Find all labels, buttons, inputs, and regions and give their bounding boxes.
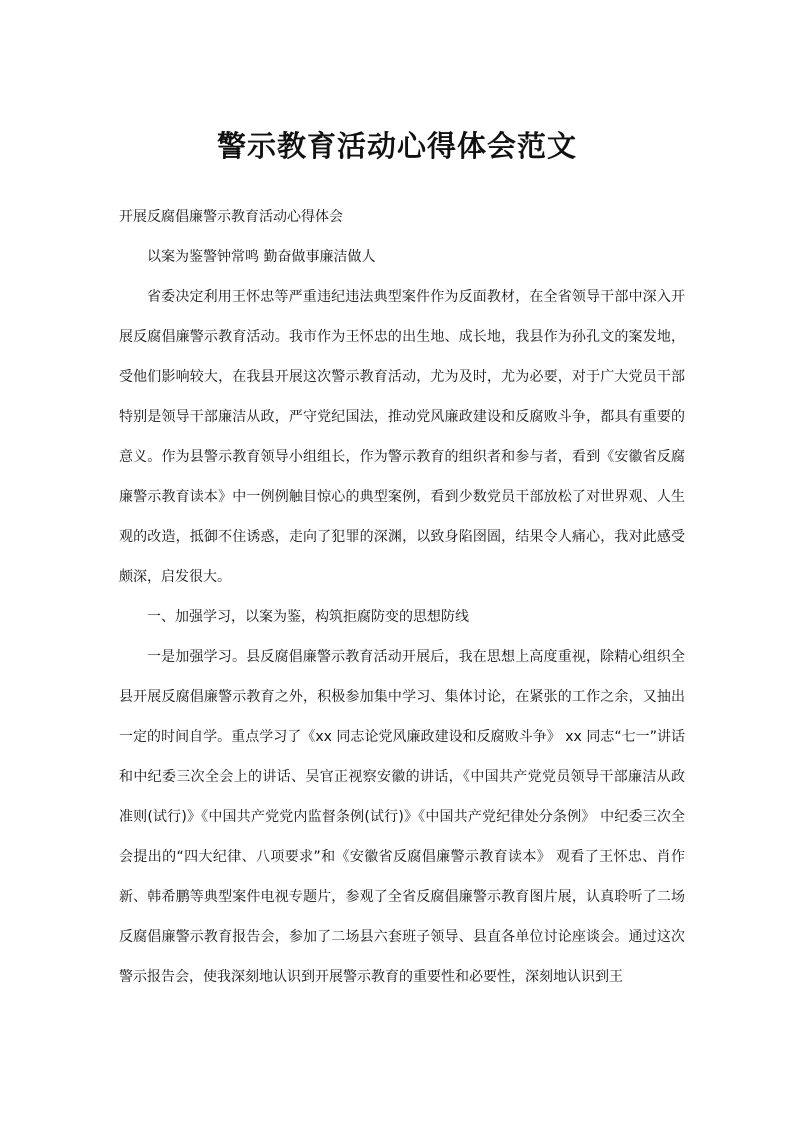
intro-paragraph: 省委决定利用王怀忠等严重违纪违法典型案件作为反面教材，在全省领导干部中深入开展反腐倡廉警示教育活动。我市作为王怀忠的出生地、成长地，我县作为孙孔文的案发地，受他们影响较大，在我县开展这次警示教育活动，尤为及时，尤为必要，对于广大党员干部特别是领导干部廉洁从政，严守党纪国法，推动党风廉政建设和反腐败斗争，都具有重要的意义。作为县警示教育领导小组组长，作为警示教育的组织者和参与者，看到《安徽省反腐廉警示教育读本》中一例例触目惊心的典型案例，看到少数党员干部放松了对世界观、人生观的改造，抵御不住诱惑，走向了犯罪的深渊，以致身陷囹圄，结果令人痛心，我对此感受颇深，启发很大。 [119, 289, 685, 585]
subtitle-paragraph: 开展反腐倡廉警示教育活动心得体会 [119, 209, 343, 225]
section-heading: 一、加强学习，以案为鉴，构筑拒腐防变的思想防线 [147, 609, 469, 625]
document-body [119, 197, 685, 997]
slogan-paragraph: 以案为鉴警钟常鸣 勤奋做事廉洁做人 [147, 249, 376, 265]
body-paragraph: 一是加强学习。县反腐倡廉警示教育活动开展后，我在思想上高度重视，除精心组织全县开展反腐倡廉警示教育之外，积极参加集中学习、集体讨论，在紧张的工作之余，又抽出一定的时间自学。重点学习了《xx 同志论党风廉政建设和反腐败斗争》 xx 同志“七一”讲话和中纪委三次全会上的讲话、吴官正视察安徽的讲话，《中国共产党党员领导干部廉洁从政准则(试行)》《中国共产党党内监督条例(试行)》《中国共产党纪律处分条例》 中纪委三次全会提出的“四大纪律、八项要求”和《安徽省反腐倡廉警示教育读本》 观看了王怀忠、肖作新、韩希鹏等典型案件电视专题片，参观了全省反腐倡廉警示教育图片展，认真聆听了二场反腐倡廉警示教育报告会，参加了二场县六套班子领导、县直各单位讨论座谈会。通过这次警示报告会，使我深刻地认识到开展警示教育的重要性和必要性，深刻地认识到王 [119, 649, 685, 985]
document-title: 警示教育活动心得体会范文 [216, 129, 577, 163]
